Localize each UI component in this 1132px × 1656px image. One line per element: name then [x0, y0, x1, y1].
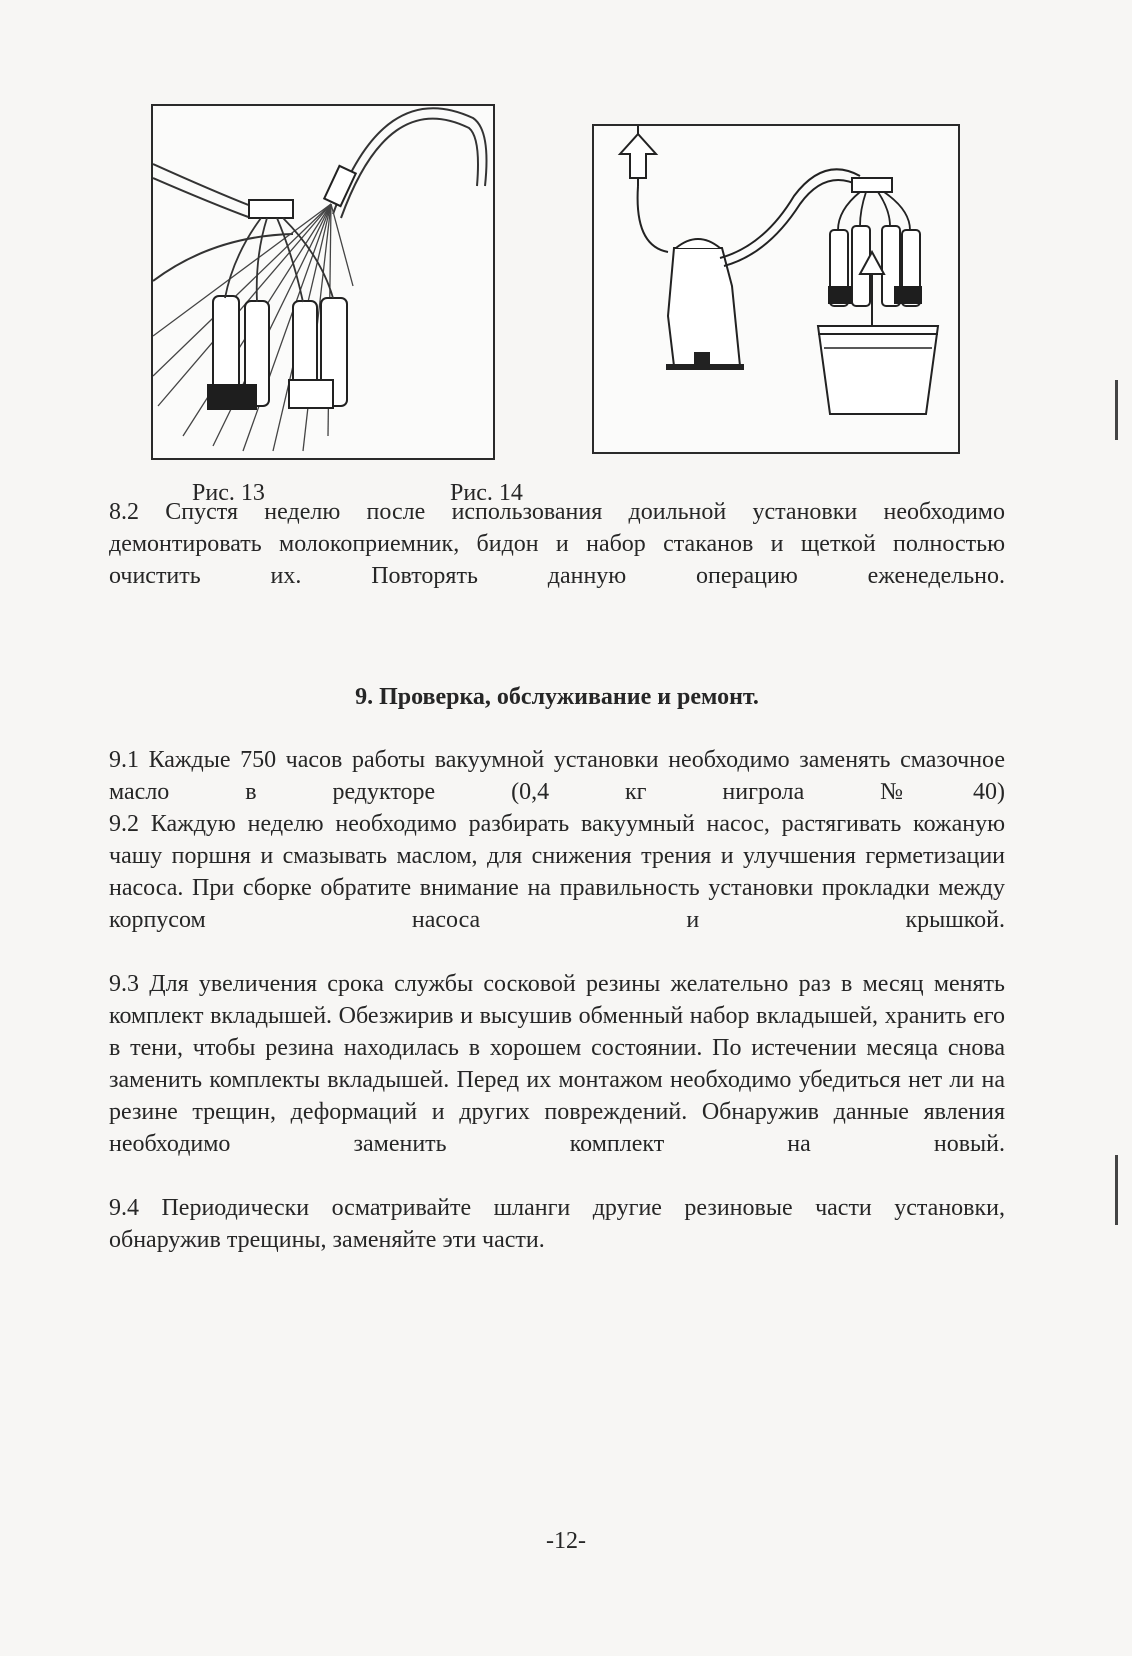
paragraph-9-3: 9.3 Для увеличения срока службы сосковой резины желательно раз в месяц менять комплект вкладышей. Обезжирив и высушив обменный набор вкладышей, хранить его в тени, чтобы резина находилась в хорошем состоянии. По истечении месяца снова заменить комплекты вкладышей. Перед их монтажом необходимо убедиться нет ли на резине трещин, деформаций и других повреждений. Обнаружив данные явления необходимо заменить комплект на новый.	[109, 971, 1005, 1157]
paragraph-9-4: 9.4 Периодически осматривайте шланги другие резиновые части установки, обнаружив трещины, заменяйте эти части.	[109, 1195, 1005, 1253]
figure-14-caption: Рис. 14	[450, 480, 523, 506]
section-heading: 9. Проверка, обслуживание и ремонт.	[355, 684, 759, 710]
paragraph-8-2: 8.2 Спустя неделю после использования доильной установки необходимо демонтировать молокоприемник, бидон и набор стаканов и щеткой полностью очистить их. Повторять данную операцию еженедельно.	[109, 499, 1005, 589]
paragraph-9-1: 9.1 Каждые 750 часов работы вакуумной установки необходимо заменять смазочное масло в редукторе (0,4 кг нигрола №40)	[109, 747, 1005, 805]
figure-14-illustration	[592, 124, 960, 454]
page-number: -12-	[546, 1528, 586, 1554]
paragraph-9-2: 9.2 Каждую неделю необходимо разбирать вакуумный насос, растягивать кожаную чашу поршня и смазывать маслом, для снижения трения и улучшения герметизации насоса. При сборке обратите внимание на правильность установки прокладки между корпусом насоса и крышкой.	[109, 811, 1005, 933]
scan-edge-mark	[1115, 1155, 1118, 1225]
scan-edge-mark	[1115, 380, 1118, 440]
figure-13-illustration	[151, 104, 495, 460]
figure-13-caption: Рис. 13	[192, 480, 265, 506]
